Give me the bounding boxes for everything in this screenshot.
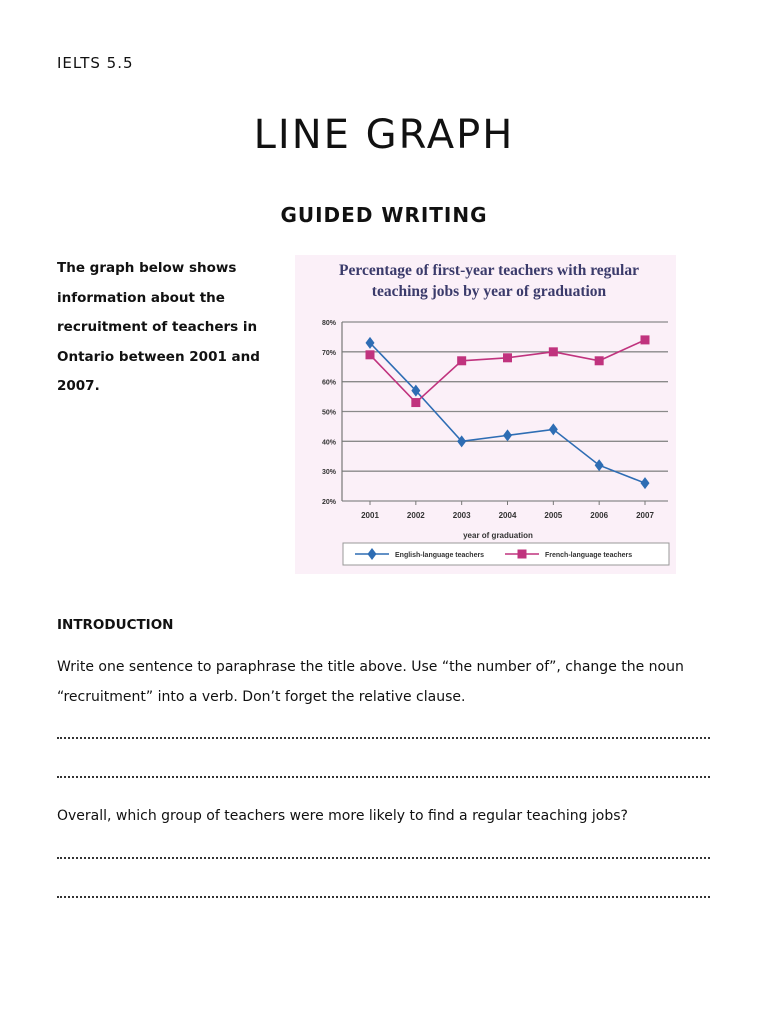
page-title: LINE GRAPH [253,112,515,158]
series-0-point [641,477,650,489]
y-tick-label: 70% [321,349,336,357]
x-tick-label: 2005 [544,511,563,520]
y-tick-label: 50% [321,409,336,417]
chart-svg [295,255,676,574]
series-1-point [595,356,604,365]
task-description: The graph below shows information about the recruitment of teachers in Ontario between 2001 and 2007. [57,260,260,394]
x-axis-label: year of graduation [463,531,533,540]
series-0-point [595,459,604,471]
task1-instruction: Write one sentence to paraphrase the title above. Use “the number of”, change the noun “recruitment” into a verb. Don’t forget the relative clause. [57,659,684,705]
introduction-heading: INTRODUCTION [57,617,174,633]
x-tick-label: 2002 [406,511,425,520]
page-subtitle: GUIDED WRITING [280,203,488,227]
legend-marker-1 [518,550,527,559]
answer-line-1[interactable] [57,737,710,739]
series-line-1 [370,340,645,403]
legend-label-1: French-language teachers [545,552,633,559]
y-tick-label: 20% [321,499,336,506]
answer-line-3[interactable] [57,857,710,859]
series-1-point [457,356,466,365]
series-1-point [366,350,375,359]
series-1-point [411,398,420,407]
y-tick-label: 80% [321,320,336,327]
series-line-0 [370,343,645,483]
chart-title-line2: teaching jobs by year of graduation [371,283,607,300]
x-tick-label: 2001 [361,511,379,520]
line-chart [295,255,676,574]
answer-line-2[interactable] [57,776,710,778]
series-0-point [503,429,512,441]
answer-line-4[interactable] [57,896,710,898]
y-tick-label: 40% [321,439,336,447]
x-tick-label: 2004 [498,511,517,520]
series-0-point [549,423,558,435]
chart-series [366,335,650,489]
x-tick-label: 2006 [590,511,609,520]
series-1-point [641,335,650,344]
y-tick-label: 60% [321,379,336,387]
legend-label-0: English-language teachers [395,552,485,559]
y-tick-label: 30% [321,469,336,477]
series-1-point [503,353,512,362]
level-label: IELTS 5.5 [57,54,134,72]
x-tick-label: 2003 [452,511,471,520]
series-1-point [549,347,558,356]
chart-title-line1: Percentage of first-year teachers with regular [339,262,639,279]
x-tick-label: 2007 [636,511,654,520]
task2-instruction: Overall, which group of teachers were more likely to find a regular teaching jobs? [57,808,628,824]
chart-grid [322,320,668,520]
